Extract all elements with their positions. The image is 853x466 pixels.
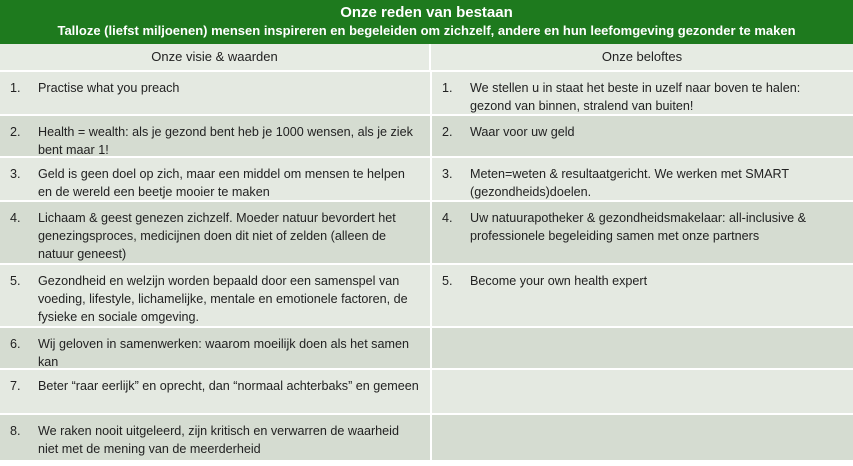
table-body: [0, 72, 853, 460]
item-number: 7.: [10, 379, 21, 393]
item-number: 5.: [442, 274, 453, 288]
belofte-cell: [430, 415, 853, 460]
visie-cell: [0, 265, 430, 326]
item-text: We stellen u in staat het beste in uzelf naar boven te halen: gezond van binnen, stralend van buiten!: [470, 81, 801, 113]
visie-cell: [0, 415, 430, 460]
visie-cell: [0, 370, 430, 413]
column-header-beloftes: Onze beloftes: [429, 44, 853, 70]
item-number: 1.: [442, 81, 453, 95]
item-text: We raken nooit uitgeleerd, zijn kritisch en verwarren de waarheid niet met de mening van de meerderheid: [38, 424, 399, 456]
belofte-cell: [430, 370, 853, 413]
item-number: 2.: [442, 125, 453, 139]
item-text: Wij geloven in samenwerken: waarom moeilijk doen als het samen kan: [38, 337, 409, 369]
table-row: [0, 202, 853, 265]
item-text: [470, 422, 845, 457]
item-text: [470, 335, 845, 365]
page-subtitle: Talloze (liefst miljoenen) mensen inspireren en begeleiden om zichzelf, andere en hun leefomgeving gezonder te maken: [57, 23, 796, 38]
item-number: 1.: [10, 81, 21, 95]
item-text: Geld is geen doel op zich, maar een middel om mensen te helpen en de wereld een beetje mooier te maken: [38, 167, 405, 199]
table-row: [0, 72, 853, 116]
item-number: 3.: [10, 167, 21, 181]
belofte-cell: [430, 72, 853, 114]
item-text: Waar voor uw geld: [470, 125, 575, 139]
item-text: Lichaam & geest genezen zichzelf. Moeder natuur bevordert het genezingsproces, medicijnen doen dit niet of zelden (alleen de natuur geneest): [38, 211, 396, 261]
belofte-cell: [430, 158, 853, 200]
item-number: 2.: [10, 125, 21, 139]
visie-cell: [0, 328, 430, 368]
belofte-cell: [430, 328, 853, 368]
item-number: 5.: [10, 274, 21, 288]
table-row: [0, 370, 853, 415]
table-row: [0, 328, 853, 370]
visie-cell: [0, 202, 430, 263]
item-number: 6.: [10, 337, 21, 351]
page-title: Onze reden van bestaan: [340, 4, 513, 21]
item-number: 4.: [442, 211, 453, 225]
belofte-cell: [430, 116, 853, 156]
item-text: [470, 377, 845, 410]
item-number: 8.: [10, 424, 21, 438]
item-text: Meten=weten & resultaatgericht. We werken met SMART (gezondheids)doelen.: [470, 167, 789, 199]
item-text: Practise what you preach: [38, 81, 180, 95]
visie-cell: [0, 116, 430, 156]
table-row: [0, 116, 853, 158]
table-row: [0, 415, 853, 460]
column-header-visie: Onze visie & waarden: [151, 49, 278, 64]
item-number: [442, 377, 470, 410]
item-text: Beter “raar eerlijk” en oprecht, dan “normaal achterbaks” en gemeen: [38, 379, 419, 393]
table-row: [0, 265, 853, 328]
belofte-cell: [430, 265, 853, 326]
item-number: [442, 335, 470, 365]
visie-cell: [0, 158, 430, 200]
item-text: Become your own health expert: [470, 274, 648, 288]
item-text: Gezondheid en welzijn worden bepaald door een samenspel van voeding, lifestyle, lichamelijke, mentale en emotionele factoren, de fysieke en sociale omgeving.: [38, 274, 408, 324]
item-text: Uw natuurapotheker & gezondheidsmakelaar: all-inclusive & professionele begeleiding samen met onze partners: [470, 211, 807, 243]
table-row: [0, 158, 853, 202]
item-number: 3.: [442, 167, 453, 181]
table-header: [0, 44, 853, 72]
header-banner: [0, 0, 853, 44]
item-text: Health = wealth: als je gezond bent heb je 1000 wensen, als je ziek bent maar 1!: [38, 125, 413, 157]
visie-cell: [0, 72, 430, 114]
belofte-cell: [430, 202, 853, 263]
item-number: [442, 422, 470, 457]
item-number: 4.: [10, 211, 21, 225]
